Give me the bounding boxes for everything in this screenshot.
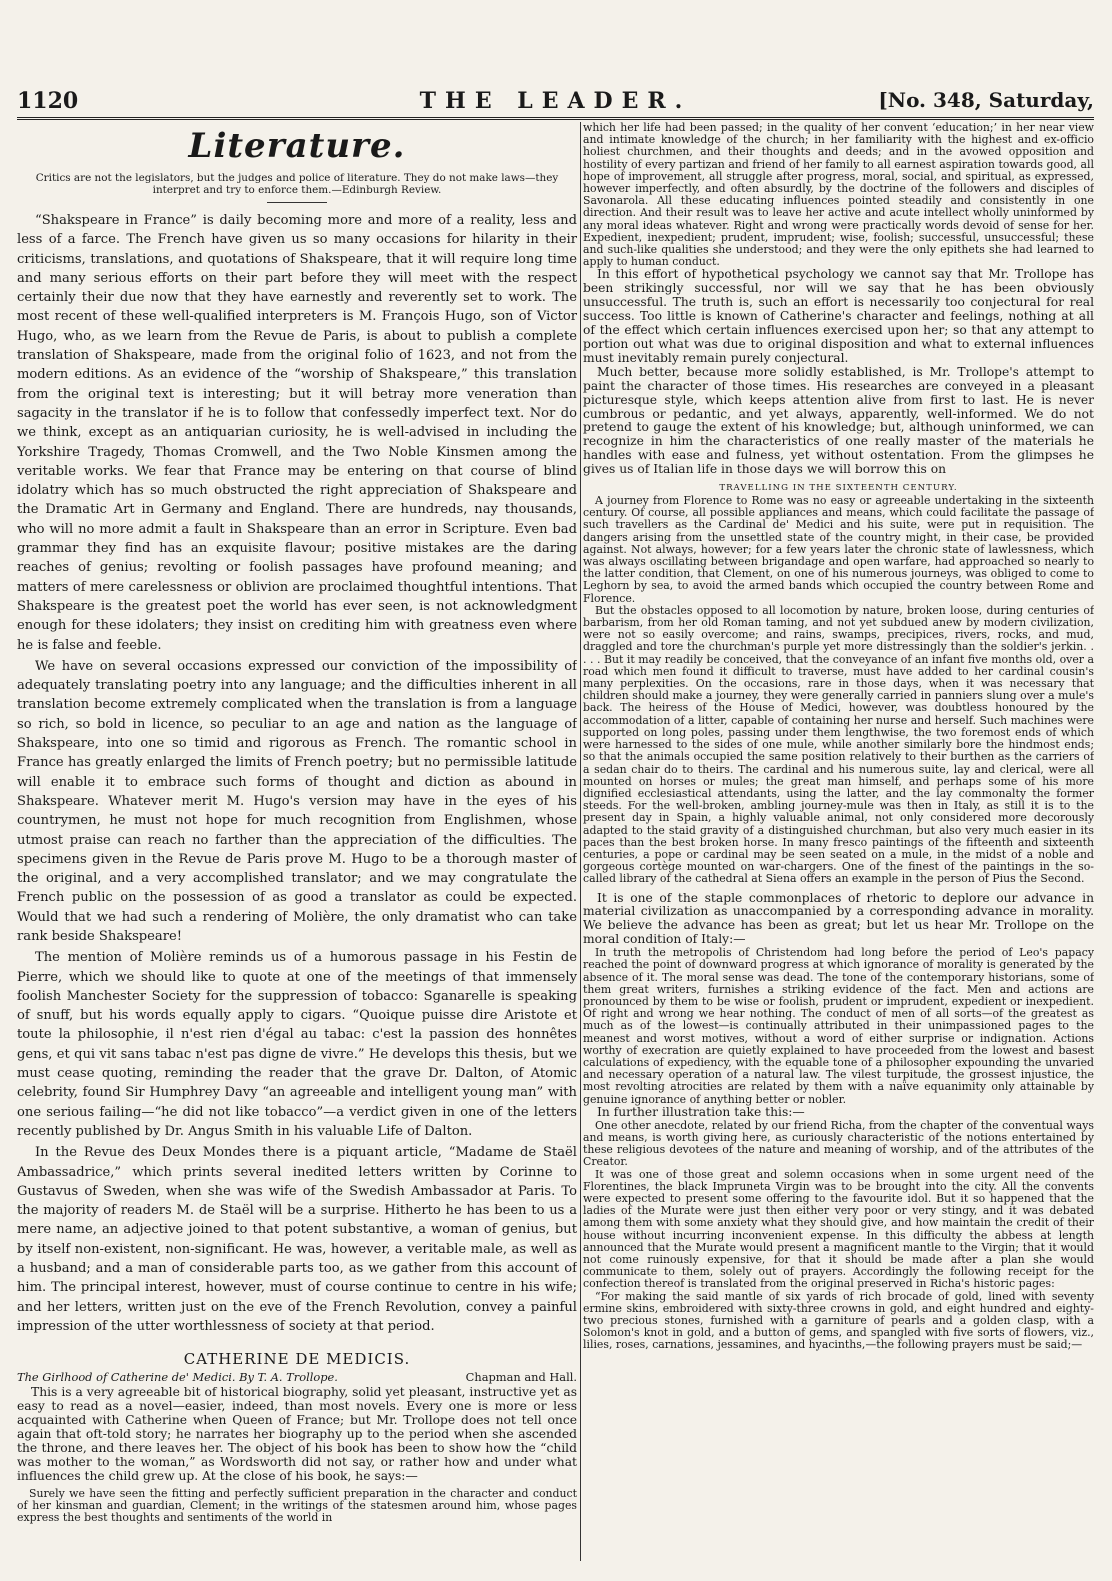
- literature-paragraph: “Shakspeare in France” is daily becoming more and more of a reality, less and less of a farce. The French have given us so many occasions for hilarity in their criticisms, translations, and quotations of Shakspeare, that it will require long time and many serious efforts on their part before they will meet with the respect certainly their due now that they have earnestly and reverently set to work. The most recent of these well-qualified interpreters is M. François Hugo, son of Victor Hugo, who, as we learn from the Revue de Paris, is about to publish a complete translation of Shakspeare, made from the original folio of 1623, and not from the modern editions. As an evidence of the “worship of Shakspeare,” this translation from the original text is interesting; but it will betray more veneration than sagacity in the translator if he is to follow that confessedly imperfect text. Nor do we think, except as an antiquarian curiosity, he is well-advised in including the Yorkshire Tragedy, Thomas Cromwell, and the Two Noble Kinsmen among the veritable works. We fear that France may be entering on that course of blind idolatry which has so much obstructed the right appreciation of Shakspeare and the Dramatic Art in Germany and England. There are hundreds, nay thousands, who will no more admit a fault in Shakspeare than an error in Scripture. Even bad grammar they find has an exquisite flavour; positive mistakes are the daring reaches of genius; revolting or foolish passages have profound meaning; and matters of mere carelessness or oblivion are proclaimed thoughtful intentions. That Shakspeare is the greatest poet the world has ever seen, is not acknowledgment enough for these idolaters; they insist on crediting him with greatness even where he is false and feeble.: [17, 213, 577, 653]
- left-column: [17, 122, 577, 1561]
- columns: [17, 122, 1094, 1561]
- review-paragraph: Much better, because more solidly established, is Mr. Trollope's attempt to paint the character of those times. His researches are conveyed in a pleasant picturesque style, which keeps attention alive from first to last. He is never cumbrous or pedantic, and yet always, apparently, well-informed. We do not pretend to gauge the extent of his knowledge; but, although uninformed, we can recognize in him the characteristics of one really master of the materials he handles with ease and fulness, yet without ostentation. From the glimpses he gives us of Italian life in those days we will borrow this on: [583, 364, 1094, 477]
- literature-paragraph: We have on several occasions expressed our conviction of the impossibility of adequately translating poetry into any language; and the difficulties inherent in all translation become extremely complicated when the translation is from a language so rich, so bold in licence, so peculiar to an age and nation as the language of Shakspeare, into one so timid and rigorous as French. The romantic school in France has greatly enlarged the limits of French poetry; but no permissible latitude will enable it to embrace such forms of thought and diction as abound in Shakspeare. Whatever merit M. Hugo's version may have in the eyes of his countrymen, he must not hope for much recognition from Englishmen, whose utmost praise can reach no farther than the appreciation of the difficulties. The specimens given in the Revue de Paris prove M. Hugo to be a thorough master of the original, and a very accomplished translator; and we may congratulate the French public on the possession of as good a translator as could be expected. Would that we had such a rendering of Molière, the only dramatist who can take rank beside Shakspeare!: [17, 658, 577, 944]
- anecdote-paragraph: “For making the said mantle of six yards of rich brocade of gold, lined with seventy ermine skins, embroidered with sixty-three crowns in gold, and eight hundred and eighty-two precious stones, furnished with a garniture of pearls and a golden clasp, with a Solomon's knot in gold, and a button of gems, and spangled with five sorts of flowers, viz., lilies, roses, carnations, jessamines, and hyacinths,—the following prayers must be said;—: [583, 1289, 1094, 1352]
- travelling-paragraph: A journey from Florence to Rome was no easy or agreeable undertaking in the sixteenth century. Of course, all possible appliances and means, which could facilitate the passage of such travellers as the Cardinal de' Medici and his suite, were put in requisition. The dangers arising from the unsettled state of the country might, in their case, be provided against. Not always, however; for a few years later the chronic state of lawlessness, which was always oscillating between brigandage and open warfare, had approached so nearly to the latter condition, that Clement, on one of his numerous journeys, was obliged to come to Leghorn by sea, to avoid the armed bands which occupied the country between Rome and Florence.: [583, 494, 1094, 605]
- review-intro: This is a very agreeable bit of historical biography, solid yet pleasant, instructive yet as easy to read as a novel—easier, indeed, than most novels. Every one is more or less acquainted with Catherine when Queen of France; but Mr. Trollope does not tell once again that oft-told story; he narrates her biography up to the period when she ascended the throne, and there leaves her. The object of his book has been to show how the “child was mother to the woman,” as Wordsworth did not say, or rather how and under what influences the child grew up. At the close of his book, he says:—: [17, 1385, 577, 1483]
- header-rule: [17, 117, 1094, 120]
- book-citation: [17, 1370, 577, 1384]
- literature-paragraph: The mention of Molière reminds us of a humorous passage in his Festin de Pierre, which we should like to quote at one of the meetings of that immensely foolish Manchester Society for the suppression of tobacco: Sganarelle is speaking of snuff, but his words equally apply to cigars. “Quoique puisse dire Aristote et toute la philosophie, il n'est rien d'égal au tabac: c'est la passion des honnêtes gens, et qui vit sans tabac n'est pas digne de vivre.” He develops this thesis, but we must cease quoting, reminding the reader that the grave Dr. Dalton, of Atomic celebrity, found Sir Humphrey Davy “an agreeable and intelligent young man” with one serious failing—“he did not like tobacco”—a verdict given in one of the letters recently published by Dr. Angus Smith in his valuable Life of Dalton.: [17, 950, 577, 1139]
- travelling-paragraph: But the obstacles opposed to all locomotion by nature, broken loose, during centuries of barbarism, from her old Roman taming, and not yet subdued anew by modern civilization, were not so easily overcome; and rains, swamps, precipices, rivers, rocks, and mud, draggled and tore the churchman's purple yet more distressingly than the soldier's jerkin. . . . . But it may readily be conceived, that the conveyance of an infant five months old, over a road which men found it difficult to traverse, must have added to her cardinal cousin's many perplexities. On the occasions, rare in those days, when it was necessary that children should make a journey, they were generally carried in panniers slung over a mule's back. The heiress of the House of Medici, however, was doubtless honoured by the accommodation of a litter, capable of containing her nurse and herself. Such machines were supported on long poles, passing under them lengthwise, the two foremost ends of which were harnessed to the sides of one mule, while another similarly bore the hindmost ends; so that the animals occupied the same position relatively to their burthen as the carriers of a sedan chair do to theirs. The cardinal and his numerous suite, lay and clerical, were all mounted on horses or mules; the great man himself, and perhaps some of his more dignified ecclesiastical attendants, using the latter, and the lay commonalty the former steeds. For the well-broken, ambling journey-mule was then in Italy, as still it is to the present day in Spain, a highly valuable animal, not only considered more decorously adapted to the staid gravity of a distinguished churchman, but also very much easier in its paces than the best broken horse. In many fresco paintings of the fifteenth and sixteenth centuries, a pope or cardinal may be seen seated on a mule, in the midst of a noble and gorgeous cortège mounted on war-chargers. One of the finest of the paintings in the so-called library of the cathedral at Siena offers an example in the person of Pius the Second.: [583, 603, 1094, 886]
- further-intro: In further illustration take this:—: [597, 1104, 805, 1119]
- page-number: 1120: [17, 88, 79, 114]
- review-paragraph: In this effort of hypothetical psychology we cannot say that Mr. Trollope has been strikingly successful, nor will we say that he has been obviously unsuccessful. The truth is, such an effort is necessarily too conjectural for real success. Too little is known of Catherine's character and feelings, nothing at all of the effect which certain influences exercised upon her; so that any attempt to portion out what was due to original disposition and what to external influences must inevitably remain purely conjectural.: [583, 267, 1094, 365]
- book-publisher: Chapman and Hall.: [465, 1370, 577, 1385]
- travelling-heading: TRAVELLING IN THE SIXTEENTH CENTURY.: [719, 483, 958, 494]
- anecdote-paragraph: It was one of those great and solemn occasions when in some urgent need of the Florentines, the black Impruneta Virgin was to be brought into the city. All the convents were expected to present some offering to the favourite idol. But it so happened that the ladies of the Murate were just then either very poor or very stingy, and it was debated among them with some anxiety what they should give, and how maintain the credit of their house without incurring inconvenient expense. In this difficulty the abbess at length announced that the Murate would present a magnificent mantle to the Virgin; that it would not come ruinously expensive, for that it should be made after a plan she would communicate to them, solely out of prayers. Accordingly the following receipt for the confection thereof is translated from the original preserved in Richa's historic pages:: [583, 1167, 1094, 1291]
- review-quote-continued: which her life had been passed; in the quality of her convent ‘education;’ in her near view and intimate knowledge of the church; in her familiarity with the highest and ex-officio holiest churchmen, and their thoughts and deeds; and in the avowed opposition and hostility of every partizan and friend of her family to all earnest aspiration towards good, all hope of improvement, all struggle after progress, moral, social, and spiritual, as expressed, however imperfectly, and often absurdly, by the doctrine of the followers and disciples of Savonarola. All these educating influences pointed steadily and consistently in one direction. And their result was to leave her active and acute intellect wholly uninformed by any moral ideas whatever. Right and wrong were practically words devoid of sense for her. Expedient, inexpedient; prudent, imprudent; wise, foolish; successful, unsuccessful; these and such-like qualities she understood; and they were the only epithets she had learned to apply to human conduct.: [583, 122, 1094, 269]
- morality-quote: In truth the metropolis of Christendom had long before the period of Leo's papacy reached the point of downward progress at which ignorance of morality is generated by the absence of it. The moral sense was dead. The tone of the contemporary historians, some of them great writers, furnishes a striking evidence of the fact. Men and actions are pronounced by them to be wise or foolish, prudent or imprudent, expedient or inexpedient. Of right and wrong we hear nothing. The conduct of men of all sorts—of the greatest as much as of the lowest—is continually attributed in their unimpassioned pages to the meanest and worst motives, without a word of either surprise or indignation. Actions worthy of execration are quietly explained to have proceeded from the lowest and basest calculations of expediency, with the equable tone of a philosopher expounding the unvaried and necessary operation of a natural law. The vilest turpitude, the grossest injustice, the most revolting atrocities are related by them with a naïve equanimity only attainable by genuine ignorance of anything better or nobler.: [583, 946, 1094, 1106]
- masthead: [17, 88, 1094, 120]
- book-title: The Girlhood of Catherine de' Medici. By T. A. Trollope.: [17, 1370, 338, 1385]
- ornament-rule: [267, 202, 327, 203]
- review-heading: CATHERINE DE MEDICIS.: [183, 1350, 411, 1369]
- column-divider: [580, 122, 581, 1561]
- section-heading: Literature.: [188, 126, 406, 166]
- paper-title: THE LEADER.: [419, 88, 692, 114]
- anecdote-paragraph: One other anecdote, related by our friend Richa, from the chapter of the conventual ways and means, is worth giving here, as curiously characteristic of the notions entertained by these religious devotees of the nature and meaning of worship, and of the attributes of the Creator.: [583, 1118, 1094, 1169]
- morality-intro: It is one of the staple commonplaces of rhetoric to deplore our advance in material civilization as unaccompanied by a corresponding advance in morality. We believe the advance has been as great; but let us hear Mr. Trollope on the moral condition of Italy:—: [583, 890, 1094, 947]
- issue-label: [No. 348, Saturday,: [878, 88, 1094, 112]
- review-quote-start: Surely we have seen the fitting and perfectly sufficient preparation in the character and conduct of her kinsman and guardian, Clement; in the writings of the statesmen around him, whose pages express the best thoughts and sentiments of the world in: [17, 1486, 577, 1524]
- literature-paragraph: In the Revue des Deux Mondes there is a piquant article, “Madame de Staël Ambassadrice,” which prints several inedited letters written by Corinne to Gustavus of Sweden, when she was wife of the Swedish Ambassador at Paris. To the majority of readers M. de Staël will be a surprise. Hitherto he has been to us a mere name, an adjective joined to that potent substantive, a woman of genius, but by itself non-existent, non-significant. He was, however, a veritable male, as well as a husband; and a man of considerable parts too, as we gather from this account of him. The principal interest, however, must of course continue to centre in his wife; and her letters, written just on the eve of the French Revolution, convey a painful impression of the utter worthlessness of society at that period.: [17, 1145, 577, 1334]
- epigraph: Critics are not the legislators, but the judges and police of literature. They do not make laws—they interpret and try to enforce them.—Edinburgh Review.: [35, 172, 559, 196]
- right-column: [583, 122, 1094, 1561]
